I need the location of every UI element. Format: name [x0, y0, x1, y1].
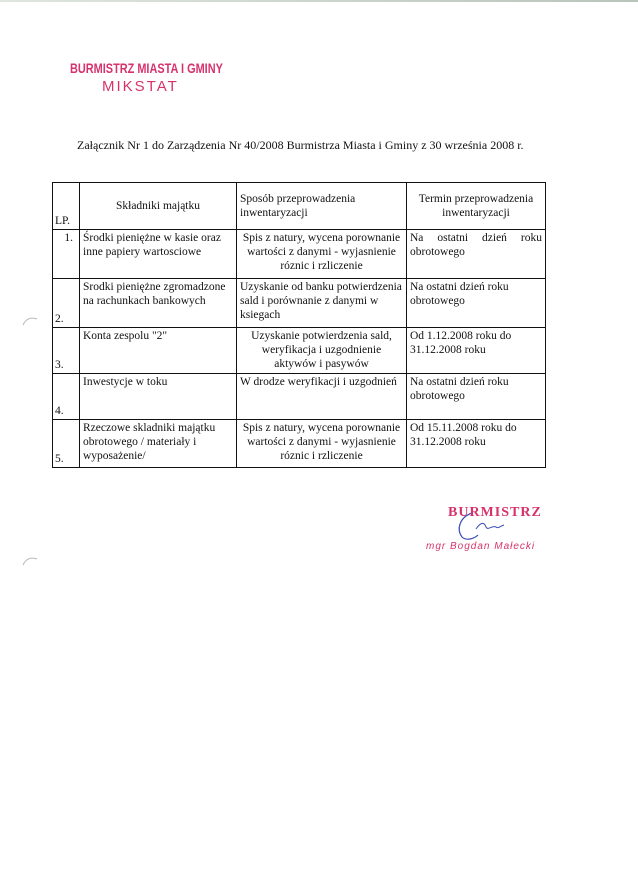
table-row [53, 279, 546, 328]
header-components: Składniki majątku [80, 183, 237, 230]
punch-hole-mark [22, 316, 38, 326]
row-number: 3. [53, 328, 80, 374]
row-method: Spis z natury, wycena porownanie wartości z danymi - wyjasnienie róznic i rzliczenie [237, 420, 407, 468]
row-method: W drodze weryfikacji i uzgodnień [237, 374, 407, 420]
table-row [53, 374, 546, 420]
stamp-town-name: MIKSTAT [102, 78, 179, 95]
table-row [53, 328, 546, 374]
signature-title: BURMISTRZ [448, 505, 542, 520]
punch-hole-mark [22, 556, 38, 566]
row-number: 2. [53, 279, 80, 328]
stamp-office-title: BURMISTRZ MIASTA I GMINY [70, 60, 223, 76]
row-number: 5. [53, 420, 80, 468]
inventory-table [52, 182, 546, 468]
header-lp: LP. [53, 183, 80, 230]
row-method: Uzyskanie od banku potwierdzenia sald i porównanie z danymi w ksiegach [237, 279, 407, 328]
signature-block [420, 505, 580, 565]
table-header-row [53, 183, 546, 230]
signature-name: mgr Bogdan Małecki [426, 541, 536, 552]
table-row [53, 230, 546, 279]
header-deadline: Termin przeprowadzenia inwentaryzacji [407, 183, 546, 230]
office-stamp [70, 60, 266, 95]
row-number: 4. [53, 374, 80, 420]
header-method: Sposób przeprowadzenia inwentaryzacji [237, 183, 407, 230]
document-heading: Załącznik Nr 1 do Zarządzenia Nr 40/2008 Burmistrza Miasta i Gminy z 30 września 2008 r. [77, 138, 524, 152]
row-components: Inwestycje w toku [80, 374, 237, 420]
row-deadline: Na ostatni dzień roku obrotowego [407, 230, 546, 279]
row-components: Rzeczowe skladniki majątku obrotowego / materiały i wyposażenie/ [80, 420, 237, 468]
page-top-edge [0, 0, 638, 2]
row-deadline: Na ostatni dzień roku obrotowego [407, 279, 546, 328]
row-components: Środki pieniężne w kasie oraz inne papiery wartosciowe [80, 230, 237, 279]
row-deadline: Od 15.11.2008 roku do 31.12.2008 roku [407, 420, 546, 468]
row-method: Spis z natury, wycena porownanie wartości z danymi - wyjasnienie róznic i rzliczenie [237, 230, 407, 279]
row-components: Konta zespolu "2" [80, 328, 237, 374]
row-number: 1. [53, 230, 80, 279]
row-deadline: Na ostatni dzień roku obrotowego [407, 374, 546, 420]
row-components: Srodki pieniężne zgromadzone na rachunkach bankowych [80, 279, 237, 328]
table-row [53, 420, 546, 468]
row-method: Uzyskanie potwierdzenia sald, weryfikacja i uzgodnienie aktywów i pasywów [237, 328, 407, 374]
row-deadline: Od 1.12.2008 roku do 31.12.2008 roku [407, 328, 546, 374]
